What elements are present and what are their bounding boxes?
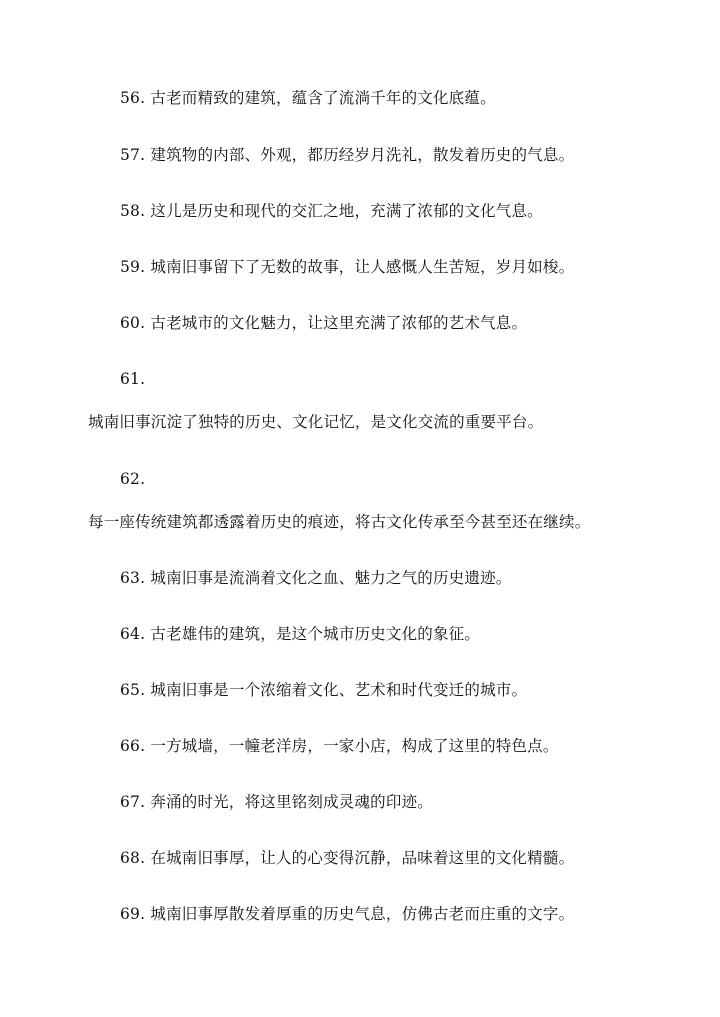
list-item-60: 60. 古老城市的文化魅力，让这里充满了浓郁的艺术气息。 [120, 314, 528, 332]
list-item-61-text: 城南旧事沉淀了独特的历史、文化记忆，是文化交流的重要平台。 [88, 413, 544, 431]
list-item-68: 68. 在城南旧事厚，让人的心变得沉静，品味着这里的文化精髓。 [120, 849, 575, 867]
list-item-59: 59. 城南旧事留下了无数的故事，让人感慨人生苦短，岁月如梭。 [120, 258, 575, 276]
list-item-65: 65. 城南旧事是一个浓缩着文化、艺术和时代变迁的城市。 [120, 681, 528, 699]
list-item-67: 67. 奔涌的时光，将这里铭刻成灵魂的印迹。 [120, 793, 433, 811]
list-item-64: 64. 古老雄伟的建筑，是这个城市历史文化的象征。 [120, 625, 481, 643]
list-item-63: 63. 城南旧事是流淌着文化之血、魅力之气的历史遗迹。 [120, 569, 512, 587]
list-item-69: 69. 城南旧事厚散发着厚重的历史气息，仿佛古老而庄重的文字。 [120, 905, 575, 923]
list-item-56: 56. 古老而精致的建筑，蕴含了流淌千年的文化底蕴。 [120, 89, 496, 107]
list-item-62-text: 每一座传统建筑都透露着历史的痕迹，将古文化传承至今甚至还在继续。 [88, 513, 591, 531]
list-item-62-number: 62. [120, 470, 146, 488]
list-item-57: 57. 建筑物的内部、外观，都历经岁月洗礼，散发着历史的气息。 [120, 146, 575, 164]
list-item-58: 58. 这儿是历史和现代的交汇之地，充满了浓郁的文化气息。 [120, 202, 543, 220]
list-item-66: 66. 一方城墙，一幢老洋房，一家小店，构成了这里的特色点。 [120, 737, 559, 755]
list-item-61-number: 61. [120, 370, 146, 388]
